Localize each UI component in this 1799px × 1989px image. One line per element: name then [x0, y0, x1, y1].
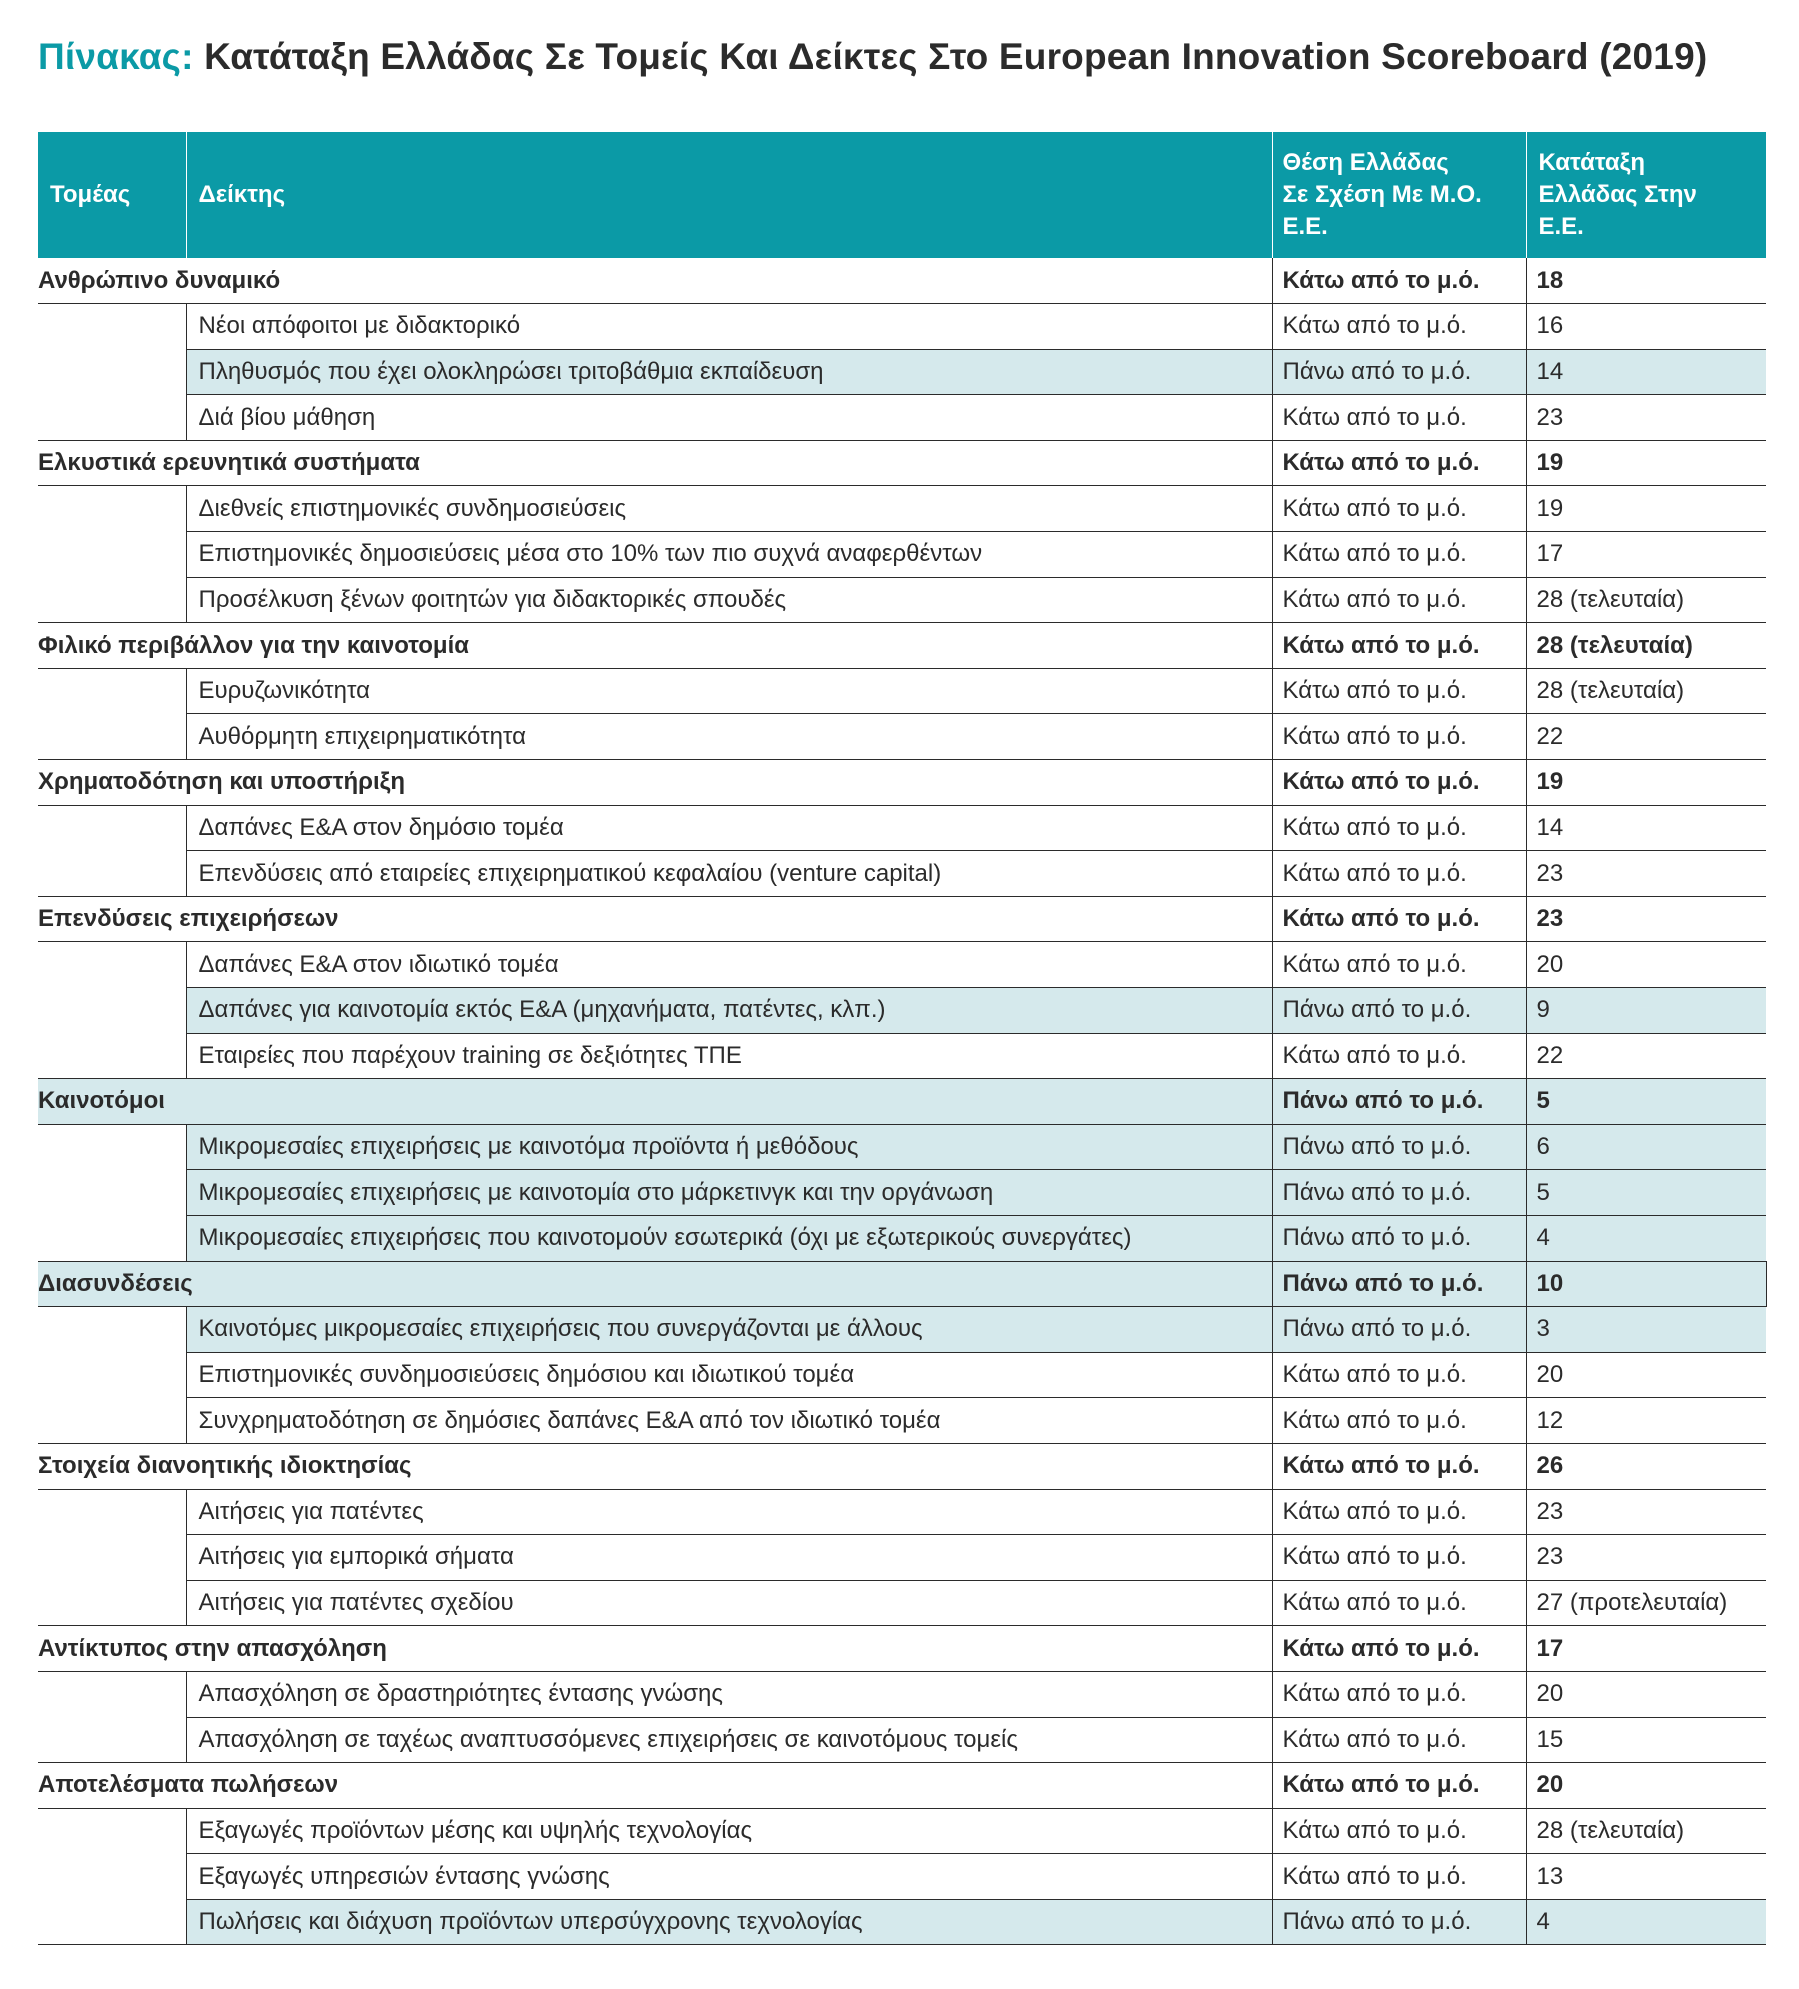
- indicator-position: Κάτω από το μ.ό.: [1272, 1489, 1526, 1535]
- indent-cell: [38, 532, 186, 578]
- indicator-row: [38, 1033, 1766, 1079]
- title-text: Κατάταξη Ελλάδας Σε Τομείς Και Δείκτες Στο European Innovation Scoreboard (2019): [204, 36, 1708, 77]
- sector-position: Κάτω από το μ.ό.: [1272, 1626, 1526, 1672]
- indicator-position: Πάνω από το μ.ό.: [1272, 1170, 1526, 1216]
- indicator-rank: 23: [1526, 1489, 1766, 1535]
- header-position: [1272, 132, 1526, 258]
- indicator-position: Κάτω από το μ.ό.: [1272, 1398, 1526, 1444]
- indent-cell: [38, 942, 186, 988]
- sector-name: Καινοτόμοι: [38, 1079, 1272, 1125]
- indent-cell: [38, 1854, 186, 1900]
- indicator-name: Δαπάνες για καινοτομία εκτός Ε&Α (μηχανήματα, πατέντες, κλπ.): [186, 988, 1272, 1034]
- indicator-row: [38, 1215, 1766, 1261]
- indicator-row: [38, 486, 1766, 532]
- indicator-row: [38, 1489, 1766, 1535]
- indent-cell: [38, 1398, 186, 1444]
- sector-rank: 20: [1526, 1763, 1766, 1809]
- indicator-position: Πάνω από το μ.ό.: [1272, 1307, 1526, 1353]
- indent-cell: [38, 304, 186, 350]
- indent-cell: [38, 1170, 186, 1216]
- indicator-position: Κάτω από το μ.ό.: [1272, 714, 1526, 760]
- indent-cell: [38, 1899, 186, 1945]
- indicator-row: [38, 1808, 1766, 1854]
- indicator-position: Κάτω από το μ.ό.: [1272, 1352, 1526, 1398]
- indicator-row: [38, 714, 1766, 760]
- sector-rank: 26: [1526, 1443, 1766, 1489]
- indicator-position: Κάτω από το μ.ό.: [1272, 304, 1526, 350]
- indicator-row: [38, 1124, 1766, 1170]
- indent-cell: [38, 1489, 186, 1535]
- indicator-name: Απασχόληση σε ταχέως αναπτυσσόμενες επιχειρήσεις σε καινοτόμους τομείς: [186, 1717, 1272, 1763]
- header-rank-line: Ελλάδας Στην: [1538, 181, 1697, 208]
- indicator-name: Μικρομεσαίες επιχειρήσεις με καινοτομία στο μάρκετινγκ και την οργάνωση: [186, 1170, 1272, 1216]
- indent-cell: [38, 349, 186, 395]
- sector-position: Κάτω από το μ.ό.: [1272, 1763, 1526, 1809]
- sector-row: [38, 623, 1766, 669]
- indicator-rank: 28 (τελευταία): [1526, 1808, 1766, 1854]
- indicator-rank: 28 (τελευταία): [1526, 577, 1766, 623]
- indicator-row: [38, 851, 1766, 897]
- indent-cell: [38, 1580, 186, 1626]
- indicator-position: Κάτω από το μ.ό.: [1272, 805, 1526, 851]
- indicator-rank: 6: [1526, 1124, 1766, 1170]
- indicator-rank: 23: [1526, 395, 1766, 441]
- indicator-name: Αιτήσεις για πατέντες: [186, 1489, 1272, 1535]
- indicator-rank: 20: [1526, 1352, 1766, 1398]
- indent-cell: [38, 1215, 186, 1261]
- page-title: [38, 36, 1707, 78]
- indent-cell: [38, 1033, 186, 1079]
- indicator-name: Επιστημονικές δημοσιεύσεις μέσα στο 10% των πιο συχνά αναφερθέντων: [186, 532, 1272, 578]
- header-indicator: Δείκτης: [186, 132, 1272, 258]
- indicator-position: Πάνω από το μ.ό.: [1272, 1215, 1526, 1261]
- indicator-rank: 28 (τελευταία): [1526, 668, 1766, 714]
- sector-rank: 17: [1526, 1626, 1766, 1672]
- indicator-row: [38, 349, 1766, 395]
- indent-cell: [38, 668, 186, 714]
- indent-cell: [38, 1124, 186, 1170]
- indicator-name: Αυθόρμητη επιχειρηματικότητα: [186, 714, 1272, 760]
- indent-cell: [38, 714, 186, 760]
- header-position-line: Σε Σχέση Με Μ.Ο.: [1282, 181, 1482, 208]
- sector-rank: 19: [1526, 440, 1766, 486]
- sector-name: Αποτελέσματα πωλήσεων: [38, 1763, 1272, 1809]
- header-position-line: Θέση Ελλάδας: [1282, 149, 1449, 176]
- indent-cell: [38, 1307, 186, 1353]
- sector-row: [38, 1261, 1766, 1307]
- indent-cell: [38, 1352, 186, 1398]
- indicator-name: Εξαγωγές προϊόντων μέσης και υψηλής τεχνολογίας: [186, 1808, 1272, 1854]
- sector-row: [38, 1079, 1766, 1125]
- indicator-row: [38, 1307, 1766, 1353]
- indicator-rank: 22: [1526, 714, 1766, 760]
- indicator-row: [38, 1535, 1766, 1581]
- sector-position: Κάτω από το μ.ό.: [1272, 258, 1526, 304]
- indicator-rank: 23: [1526, 1535, 1766, 1581]
- indicator-name: Δαπάνες Ε&Α στον ιδιωτικό τομέα: [186, 942, 1272, 988]
- sector-row: [38, 440, 1766, 486]
- indicator-name: Εξαγωγές υπηρεσιών έντασης γνώσης: [186, 1854, 1272, 1900]
- indent-cell: [38, 395, 186, 441]
- indicator-row: [38, 1671, 1766, 1717]
- indicator-rank: 27 (προτελευταία): [1526, 1580, 1766, 1626]
- sector-name: Διασυνδέσεις: [38, 1261, 1272, 1307]
- header-rank-line: Κατάταξη: [1538, 149, 1645, 176]
- sector-rank: 18: [1526, 258, 1766, 304]
- indicator-rank: 4: [1526, 1899, 1766, 1945]
- indicator-name: Μικρομεσαίες επιχειρήσεις με καινοτόμα προϊόντα ή μεθόδους: [186, 1124, 1272, 1170]
- indicator-row: [38, 1717, 1766, 1763]
- indicator-row: [38, 304, 1766, 350]
- sector-rank: 5: [1526, 1079, 1766, 1125]
- indicator-row: [38, 988, 1766, 1034]
- header-position-line: Ε.Ε.: [1282, 213, 1328, 240]
- indicator-row: [38, 532, 1766, 578]
- sector-position: Κάτω από το μ.ό.: [1272, 440, 1526, 486]
- sector-rank: 23: [1526, 896, 1766, 942]
- sector-row: [38, 1626, 1766, 1672]
- indicator-rank: 5: [1526, 1170, 1766, 1216]
- indicator-position: Κάτω από το μ.ό.: [1272, 668, 1526, 714]
- title-label: Πίνακας:: [38, 36, 194, 77]
- indicator-row: [38, 1854, 1766, 1900]
- indicator-name: Πληθυσμός που έχει ολοκληρώσει τριτοβάθμια εκπαίδευση: [186, 349, 1272, 395]
- indicator-row: [38, 1398, 1766, 1444]
- indicator-rank: 20: [1526, 1671, 1766, 1717]
- sector-name: Φιλικό περιβάλλον για την καινοτομία: [38, 623, 1272, 669]
- sector-row: [38, 760, 1766, 806]
- indent-cell: [38, 1808, 186, 1854]
- sector-name: Αντίκτυπος στην απασχόληση: [38, 1626, 1272, 1672]
- indicator-position: Κάτω από το μ.ό.: [1272, 1854, 1526, 1900]
- table-header: [38, 132, 1766, 258]
- indicator-rank: 16: [1526, 304, 1766, 350]
- sector-row: [38, 1763, 1766, 1809]
- indicator-position: Κάτω από το μ.ό.: [1272, 1717, 1526, 1763]
- indicator-name: Συνχρηματοδότηση σε δημόσιες δαπάνες Ε&Α από τον ιδιωτικό τομέα: [186, 1398, 1272, 1444]
- indicator-position: Κάτω από το μ.ό.: [1272, 1535, 1526, 1581]
- indent-cell: [38, 851, 186, 897]
- indicator-name: Διά βίου μάθηση: [186, 395, 1272, 441]
- sector-position: Κάτω από το μ.ό.: [1272, 896, 1526, 942]
- indicator-name: Μικρομεσαίες επιχειρήσεις που καινοτομούν εσωτερικά (όχι με εξωτερικούς συνεργάτες): [186, 1215, 1272, 1261]
- indicator-row: [38, 1352, 1766, 1398]
- header-rank-line: Ε.Ε.: [1538, 213, 1584, 240]
- indicator-rank: 4: [1526, 1215, 1766, 1261]
- indicator-name: Απασχόληση σε δραστηριότητες έντασης γνώσης: [186, 1671, 1272, 1717]
- indicator-rank: 23: [1526, 851, 1766, 897]
- indicator-name: Πωλήσεις και διάχυση προϊόντων υπερσύγχρονης τεχνολογίας: [186, 1899, 1272, 1945]
- indicator-row: [38, 1170, 1766, 1216]
- sector-rank: 19: [1526, 760, 1766, 806]
- indicator-position: Πάνω από το μ.ό.: [1272, 1124, 1526, 1170]
- indent-cell: [38, 988, 186, 1034]
- indicator-rank: 17: [1526, 532, 1766, 578]
- indicator-name: Διεθνείς επιστημονικές συνδημοσιεύσεις: [186, 486, 1272, 532]
- sector-position: Κάτω από το μ.ό.: [1272, 623, 1526, 669]
- sector-position: Κάτω από το μ.ό.: [1272, 760, 1526, 806]
- indicator-row: [38, 577, 1766, 623]
- indicator-name: Αιτήσεις για εμπορικά σήματα: [186, 1535, 1272, 1581]
- indicator-rank: 9: [1526, 988, 1766, 1034]
- header-rank: [1526, 132, 1766, 258]
- sector-row: [38, 896, 1766, 942]
- indicator-name: Επενδύσεις από εταιρείες επιχειρηματικού κεφαλαίου (venture capital): [186, 851, 1272, 897]
- indicator-row: [38, 805, 1766, 851]
- indicator-name: Νέοι απόφοιτοι με διδακτορικό: [186, 304, 1272, 350]
- indicator-position: Κάτω από το μ.ό.: [1272, 942, 1526, 988]
- sector-rank: 28 (τελευταία): [1526, 623, 1766, 669]
- indicator-rank: 15: [1526, 1717, 1766, 1763]
- indicator-row: [38, 395, 1766, 441]
- indicator-rank: 22: [1526, 1033, 1766, 1079]
- indicator-position: Κάτω από το μ.ό.: [1272, 1033, 1526, 1079]
- indicator-position: Κάτω από το μ.ό.: [1272, 395, 1526, 441]
- indicator-rank: 14: [1526, 805, 1766, 851]
- indicator-position: Κάτω από το μ.ό.: [1272, 1580, 1526, 1626]
- sector-position: Πάνω από το μ.ό.: [1272, 1261, 1526, 1307]
- indicator-position: Πάνω από το μ.ό.: [1272, 349, 1526, 395]
- indicator-name: Εταιρείες που παρέχουν training σε δεξιότητες ΤΠΕ: [186, 1033, 1272, 1079]
- indicator-name: Ευρυζωνικότητα: [186, 668, 1272, 714]
- indent-cell: [38, 577, 186, 623]
- sector-name: Χρηματοδότηση και υποστήριξη: [38, 760, 1272, 806]
- indicator-row: [38, 1580, 1766, 1626]
- indicator-position: Κάτω από το μ.ό.: [1272, 577, 1526, 623]
- indent-cell: [38, 486, 186, 532]
- sector-row: [38, 258, 1766, 304]
- indicator-position: Πάνω από το μ.ό.: [1272, 988, 1526, 1034]
- indicator-name: Δαπάνες Ε&Α στον δημόσιο τομέα: [186, 805, 1272, 851]
- innovation-ranking-table: [38, 132, 1767, 1945]
- sector-name: Ανθρώπινο δυναμικό: [38, 258, 1272, 304]
- indicator-name: Καινοτόμες μικρομεσαίες επιχειρήσεις που συνεργάζονται με άλλους: [186, 1307, 1272, 1353]
- indicator-row: [38, 942, 1766, 988]
- indent-cell: [38, 1671, 186, 1717]
- table-body: [38, 258, 1766, 1945]
- indicator-rank: 19: [1526, 486, 1766, 532]
- sector-position: Πάνω από το μ.ό.: [1272, 1079, 1526, 1125]
- indicator-position: Κάτω από το μ.ό.: [1272, 532, 1526, 578]
- indicator-name: Προσέλκυση ξένων φοιτητών για διδακτορικές σπουδές: [186, 577, 1272, 623]
- indicator-position: Κάτω από το μ.ό.: [1272, 486, 1526, 532]
- indicator-row: [38, 668, 1766, 714]
- indicator-rank: 3: [1526, 1307, 1766, 1353]
- sector-name: Στοιχεία διανοητικής ιδιοκτησίας: [38, 1443, 1272, 1489]
- indicator-name: Επιστημονικές συνδημοσιεύσεις δημόσιου και ιδιωτικού τομέα: [186, 1352, 1272, 1398]
- sector-rank: 10: [1526, 1261, 1766, 1307]
- header-row: [38, 132, 1766, 258]
- header-sector: Τομέας: [38, 132, 186, 258]
- sector-name: Επενδύσεις επιχειρήσεων: [38, 896, 1272, 942]
- indent-cell: [38, 805, 186, 851]
- indicator-position: Κάτω από το μ.ό.: [1272, 851, 1526, 897]
- indicator-name: Αιτήσεις για πατέντες σχεδίου: [186, 1580, 1272, 1626]
- sector-position: Κάτω από το μ.ό.: [1272, 1443, 1526, 1489]
- indicator-rank: 13: [1526, 1854, 1766, 1900]
- sector-name: Ελκυστικά ερευνητικά συστήματα: [38, 440, 1272, 486]
- indicator-rank: 12: [1526, 1398, 1766, 1444]
- indent-cell: [38, 1717, 186, 1763]
- indicator-rank: 14: [1526, 349, 1766, 395]
- indicator-row: [38, 1899, 1766, 1945]
- indicator-position: Πάνω από το μ.ό.: [1272, 1899, 1526, 1945]
- indicator-position: Κάτω από το μ.ό.: [1272, 1671, 1526, 1717]
- indicator-rank: 20: [1526, 942, 1766, 988]
- indent-cell: [38, 1535, 186, 1581]
- indicator-position: Κάτω από το μ.ό.: [1272, 1808, 1526, 1854]
- sector-row: [38, 1443, 1766, 1489]
